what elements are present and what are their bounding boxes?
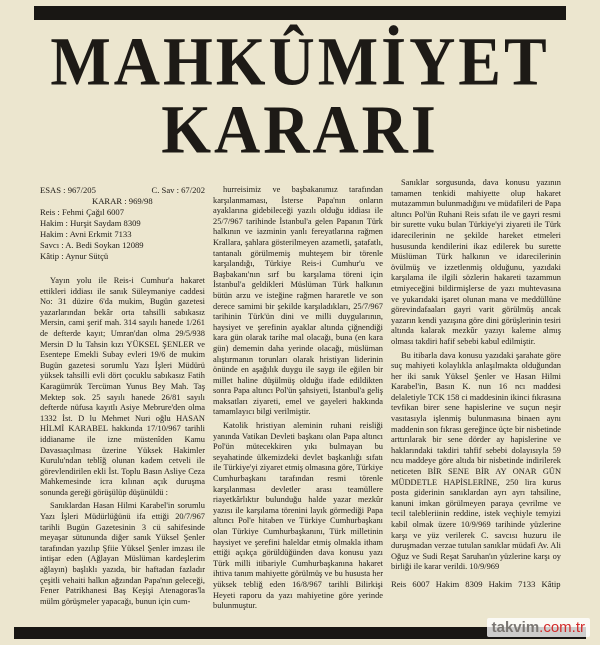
- csav-number: C. Sav : 67/202: [151, 185, 205, 195]
- court-member-savci: Savcı : A. Bedi Soykan 12089: [40, 240, 144, 250]
- headline-line-1: MAHKÛMİYET: [50, 23, 550, 100]
- top-rule-bar: [34, 6, 566, 20]
- watermark-tld: .com.tr: [539, 619, 585, 636]
- paragraph: Bu itibarla dava konusu yazıdaki şarahate göre suç mahiyeti kolaylıkla anlaşılmakta olduğundan her iki sanık Yüksel Şenler ve Hasan Hilmi Karabel'in, Basın K. nun 16 ncı maddesi delaletiyle TCK 158 ci maddesinin ikinci fıkrasına tevfikan birer sene hapislerine ve suçun neşir vasıtasıyla işlenmiş bulunmasına binaen aynı maddenin son fıkrası gereğince üçte bir nisbetinde arttırılarak bir sene dörder ay hapislerine ve haklarındaki takdiri tahfif sebebi dolayısıyla 59 ncu maddeye göre altıda bir nisbetinde indirilerek neticeten BİR SENE BİR AY ONAR GÜN MÜDDETLE HAPİSLERİNE, 250 lira kurus posta giderinin sanıklardan ayrı ayrı tahsiline, kanuni imkan görülmeyen paraya çevrilme ve tecil talebleriinin reddine, istek veçhiyle temyizi kabil olmak üzere 10/9/969 tarihinde yüzlerine karşı ve yüz verilerek C. savcısı huzuru ile duruşmadan verzae tutulan sanıklar müdafi Av. Ali Oğuz ve Sudi Reşat Saruhan'ın yüzlerine karşı oy birliği ile karar verildi. 10/9/969: [391, 350, 561, 572]
- paragraph: hurreisimiz ve başbakanımız tarafından karşılanmaması, İsterse Papa'nın onların ayaklarına gidebileceği yazılı olduğu iddiası ile 25/7/967 tarihinde İstanbul'a gelen Papanın Türk halkının ve iazminin yanlı fereyatlarına rağmen Krallara, şahlara gösterilmeyen azametli, şatafatlı, tantanalı görülmemiş muhteşem bir törenle karşılandığı, Türkiye Reis-i Cumhur'u ve Başbakanı'nın sırf bu karşılama töreni için İstanbul'a geldikleri Müslüman Türk halkının bütün arzu ve isteğine rağmen hararetle ve son derece samimi bir şekilde karşıladıkları, 25/7/967 tarihinin Türk'ün dini ve milli duygularının, haysiyet ve şerefinin ayaklar altında çiğnendiği kara gün olarak tarihe mal olacağı, buna (en kara gün) dememin daha yerinde olacağı, müslüman alıştırmanın torunları olarak hristiyan liderinin önünde en aşağılık duygu ile saygı ile eğilen bir millet haline düşülmüş olduğu ifade edildikten sonra Papa altıncı Pol'ün şahsiyeti, İstanbul'a geliş maksatları ziyareti, emel ve gayeleri hakkında tamamlayıcı bilgi verilmiştir.: [213, 185, 383, 417]
- karar-number: KARAR : 969/98: [92, 196, 153, 206]
- watermark-brand: takvim: [491, 619, 540, 636]
- court-member-katip: Kâtip : Aynur Sütçü: [40, 251, 109, 261]
- case-number-row: [40, 185, 205, 196]
- text-column-3: [391, 178, 561, 590]
- court-member-reis: Reis : Fehmi Çağıl 6007: [40, 207, 125, 217]
- court-member-hakim-2: Hakim : Avni Erkmit 7133: [40, 229, 132, 239]
- paragraph: Katolik hristiyan aleminin ruhani reisliği yanında Vatikan Devleti başkanı olan Papa altıncı Pol'ün mütecekkiren yıkı bulmayan bu seyahatinde ülkemizdeki devlet başkanlığı sıfatı ile Türkiye'yi ziyaret etmiş olmasına göre, Türkiye Cumhurbaşkanı tarafından resmi törenle karşılanması devletler arası teamüllere riayetkârlıktır bulunduğu halde yazar mezkûr yazısı ile karşılama törenini layık görmediği Papa altıncı Pol'e hitaben ve Türkiye Cumhurbaşkanı olan Türkiye Cumhurbaşkanını, Türk milletinin haysiyet ve şerefini haleldar etmiş olmakla itham ettiği açıkça görüldüğünden dava konusu yazı Türk milli itibariyle Cumhurbaşkanına hakaret ihtiva tanım mahiyette görülmüş ve bu hususta her yüksek tebliğ eden 16/8/967 tarihli Bilirkişi Heyeti raporu da yazı mahiyetine göre yerinde bulunmuştur.: [213, 421, 383, 611]
- paragraph: Sanıklar sorgusunda, dava konusu yazının tamamen tenkidi mahiyette olup hakaret mutazammın bulunmadığını ve müdafileri de Papa altıncı Pol'ün Ruhani Reis sıfatı ile ve gayri resmi bir surette vuku bulan Türkiye'yi ziyareti ile Türk idarecilerinin ne şekilde hareket etmeleri hususunda kendilerini ikaz edilerek bu surette Müslüman Türk halkının ve idarecilerinin övülmüş ve izzetlenmiş olduğunu, yazıdaki karşılama ile ilgili sözlerin hakareti tazammun etmiyeceğini bildirmişlerse de yazı muhtevasına ve yukarıdaki işaret olunan mana ve meddüllüne görevindafaaları gayri varit görülmüş ancak yazarın kendi yazışına göre dini görüşlerinin tesiri altında kalarak mezkûr yazıyı kaleme almış olması takdiri hafif sebebi kabul edilmiştir.: [391, 178, 562, 346]
- court-member-hakim-1: Hakim : Hurşit Saydam 8309: [40, 218, 141, 228]
- paragraph: Yayın yolu ile Reis-i Cumhur'a hakaret ettikleri iddiası ile sanık Süleymaniye caddesi No: 31 düzire 6'da mukim, Bugün gazetesi yazarlarından bekâr orta tahsilli sabıkasız Mersin, cami şerif mah. 314 sayılı hanede 1/261 de defterde kayıt; Umran'dan olma 29/5/938 Mersin D lu Tahsin kızı YÜKSEL ŞENLER ve Esentepe Emekli Subay evleri 19/6 de mukim Bugün gazetesi sorumlu Yazı İşleri Müdürü yüksek tahsilli evli dört çocuklu sabıkasız Fatih Karagümrük Tercüman Yunus Bey Mah. Taş Mektep sok. 25 sayılı hanede 26/81 sayılı defterde nüfusa kayıtlı Asiye Mebrure'den olma 1332 İst. D lu Mehmet Nuri oğlu HASAN HİLMİ KARABEL hakkında 17/10/967 tarihli iddianame ile izne müstenîden Kamu Davasıaçılması üzerine Yüksek Hakimler Kurulu'ndan teblîğ olunan kadem cetveli ile görevlendirilen ekli İst. Toplu Basın Asliye Ceza Mahkemesinde icra kılınan açık duruşma sonunda gereği görüşülüp düşünüldü :: [40, 276, 205, 497]
- headline-line-2: KARARI: [161, 91, 439, 168]
- source-watermark: [487, 618, 590, 637]
- esas-number: ESAS : 967/205: [40, 185, 96, 195]
- paragraph: Sanıklardan Hasan Hilmi Karabel'in sorumlu Yazı İşleri Müdürlüğünü ifa ettiği 20/7/967 tarihli Bugün Gazetesinin 3 cü sahifesinde meyaşar sütununda diğer sanık Yüksel Şenler tarafından yazılıp Şfiie Yüksel Şenler imzası ile intişar eden (Ağlayan Müslüman kardeşlerim ağlayın) başlıklı yazıda, bir haftadan fazladır çeşitli vehaiti halkın ağzından Papa'nın geleceği, Fener Patrikhanesi Baş Keşişi Atenagoras'la mülm görüşmeler yapacağı, bunun için cum-: [40, 501, 205, 606]
- text-column-1: [40, 185, 205, 610]
- text-column-2: [213, 185, 383, 615]
- signature-line: Reis 6007 Hakim 8309 Hakim 7133 Kâtip: [391, 578, 561, 589]
